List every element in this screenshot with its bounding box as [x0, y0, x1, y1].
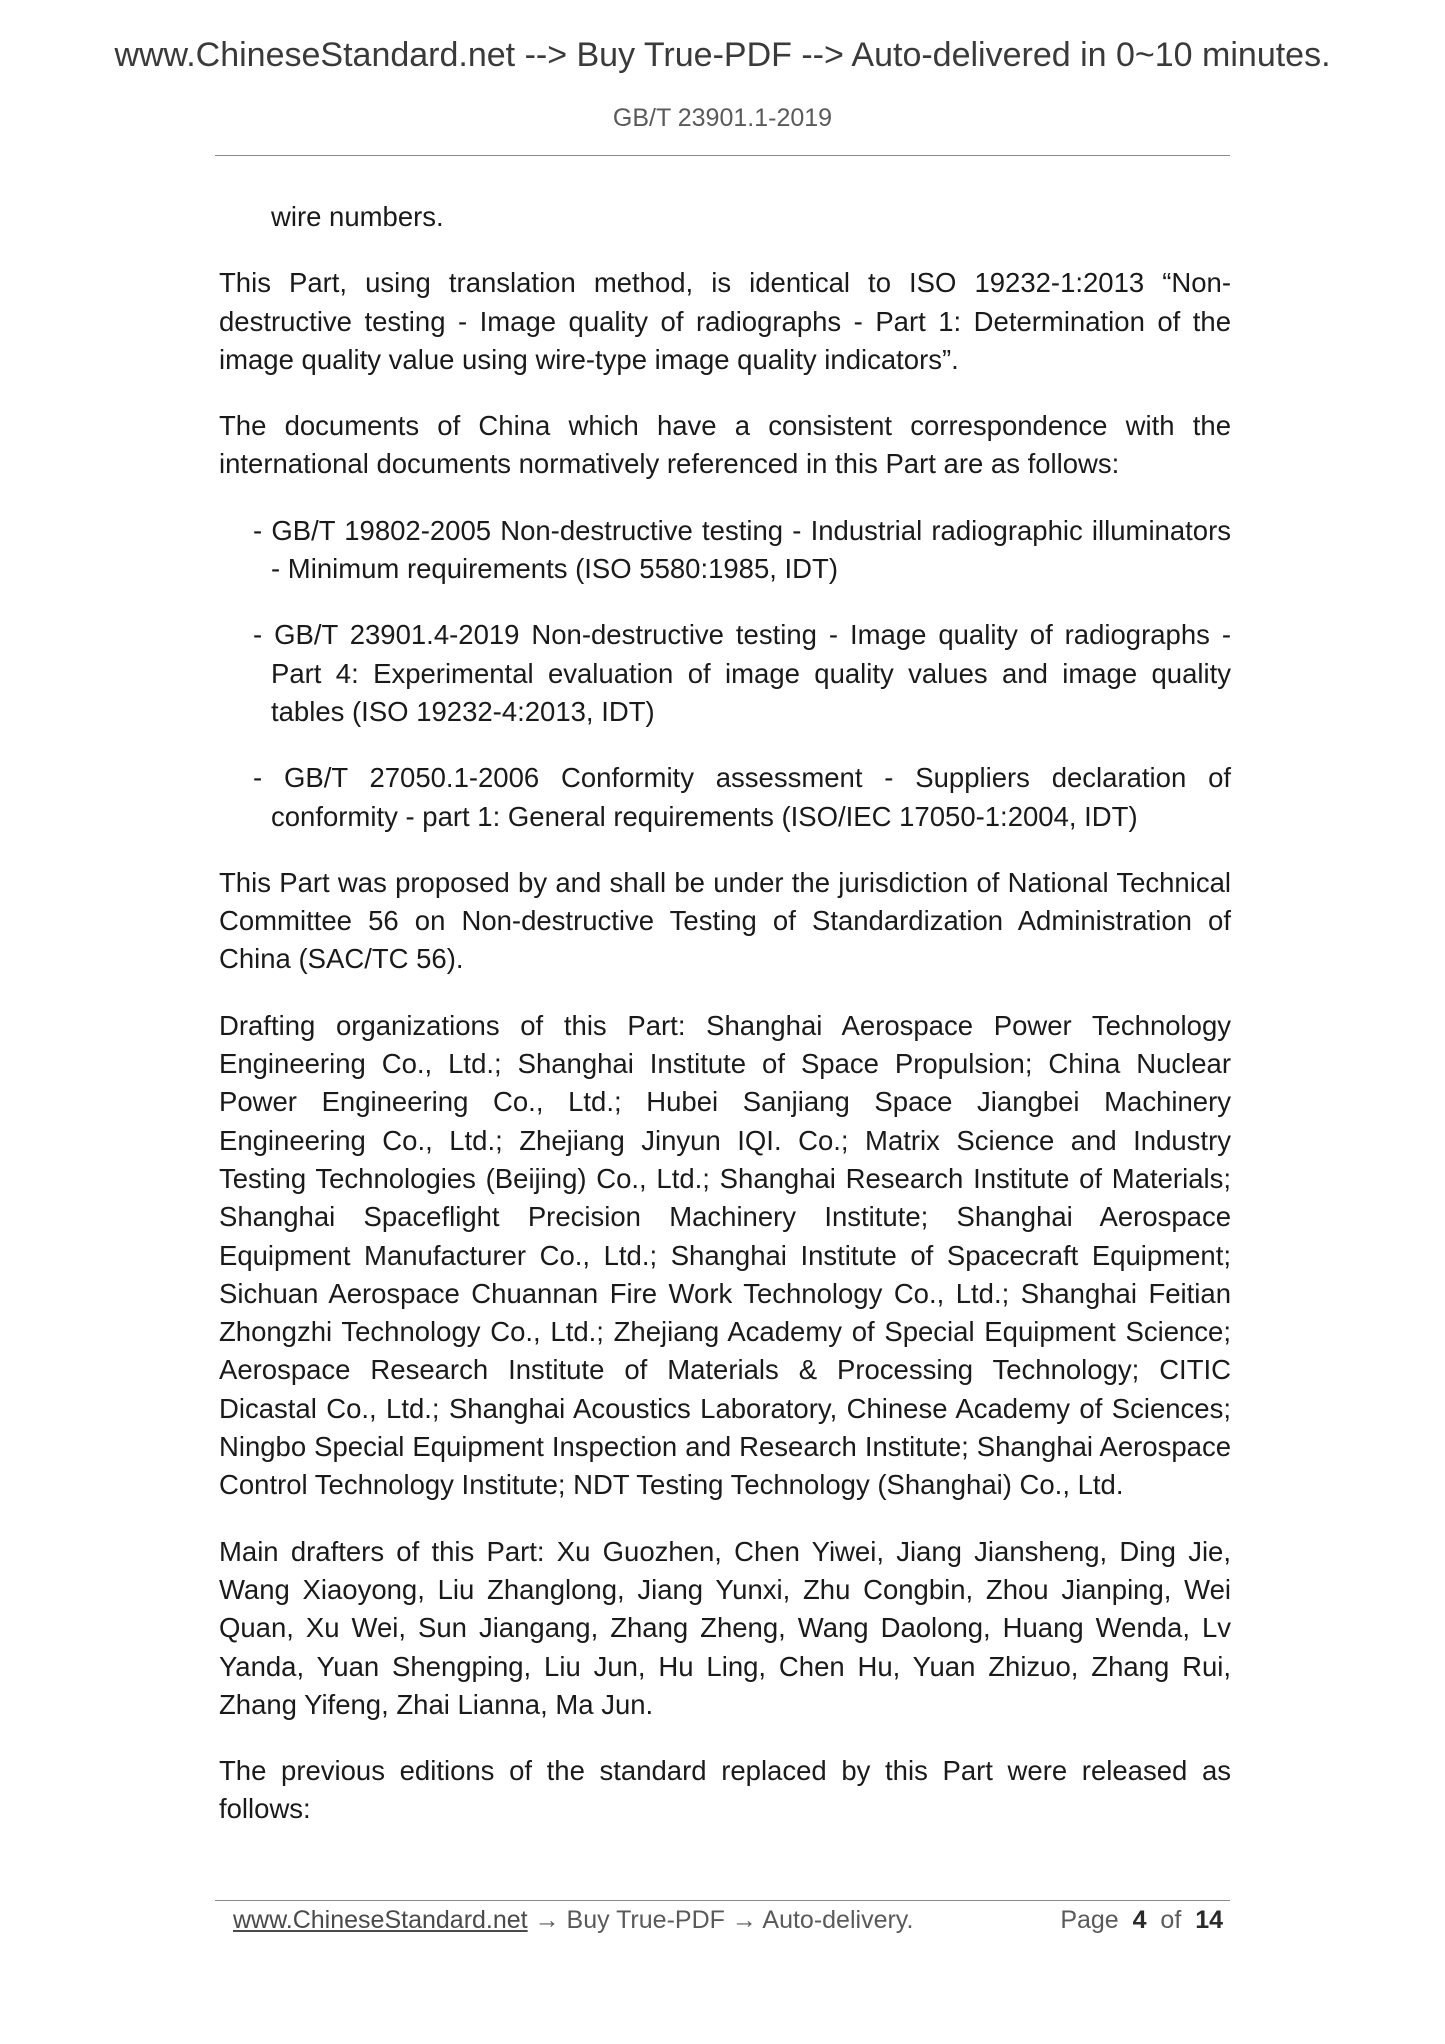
paragraph-references-intro: The documents of China which have a consistent correspondence with the international documents normatively referenced in this Part are as follows: [219, 410, 1231, 480]
continuation-text: wire numbers. [271, 201, 444, 232]
page-of-label: of [1160, 1906, 1182, 1934]
page-footer [233, 1906, 1223, 1935]
footer-site-link[interactable]: www.ChineseStandard.net [233, 1906, 528, 1934]
footer-tagline: → Buy True-PDF → Auto-delivery. [527, 1906, 914, 1934]
paragraph-identity: This Part, using translation method, is identical to ISO 19232-1:2013 “Non-destructive testing - Image quality of radiographs - Part 1: Determination of the image quality value using wire-type image quality indicators”. [219, 267, 1231, 375]
header-divider [215, 155, 1230, 156]
page-current: 4 [1132, 1906, 1147, 1934]
reference-list-item: - GB/T 19802-2005 Non-destructive testing - Industrial radiographic illuminators - Minimum requirements (ISO 5580:1985, IDT) [253, 514, 1231, 585]
reference-list-item: - GB/T 27050.1-2006 Conformity assessment - Suppliers declaration of conformity - part 1: General requirements (ISO/IEC 17050-1:2004, IDT) [253, 762, 1231, 832]
reference-list-item: - GB/T 23901.4-2019 Non-destructive testing - Image quality of radiographs - Part 4: Experimental evaluation of image quality values and image quality tables (ISO 19232-4:2013, IDT) [253, 619, 1231, 727]
page-label: Page [1060, 1906, 1119, 1934]
footer-divider [215, 1900, 1230, 1901]
page-total: 14 [1195, 1906, 1223, 1934]
paragraph-proposed-by: This Part was proposed by and shall be under the jurisdiction of National Technical Committee 56 on Non-destructive Testing of Standardization Administration of China (SAC/TC 56). [219, 866, 1231, 975]
paragraph-main-drafters: Main drafters of this Part: Xu Guozhen, Chen Yiwei, Jiang Jiansheng, Ding Jie, Wang Xiaoyong, Liu Zhanglong, Jiang Yunxi, Zhu Congbin, Zhou Jianping, Wei Quan, Xu Wei, Sun Jiangang, Zhang Zheng, Wang Daolong, Huang Wenda, Lv Yanda, Yuan Shengping, Liu Jun, Hu Ling, Chen Hu, Yuan Zhizuo, Zhang Rui, Zhang Yifeng, Zhai Lianna, Ma Jun. [219, 1535, 1231, 1720]
site-banner: www.ChineseStandard.net --> Buy True-PDF --> Auto-delivered in 0~10 minutes. [114, 36, 1331, 74]
page-body [219, 198, 1231, 1857]
paragraph-drafting-organizations: Drafting organizations of this Part: Shanghai Aerospace Power Technology Engineering Co., Ltd.; Shanghai Institute of Space Propulsion; China Nuclear Power Engineering Co., Ltd.; Hubei Sanjiang Space Jiangbei Machinery Engineering Co., Ltd.; Zhejiang Jinyun IQI. Co.; Matrix Science and Industry Testing Technologies (Beijing) Co., Ltd.; Shanghai Research Institute of Materials; Shanghai Spaceflight Precision Machinery Institute; Shanghai Aerospace Equipment Manufacturer Co., Ltd.; Shanghai Institute of Spacecraft Equipment; Sichuan Aerospace Chuannan Fire Work Technology Co., Ltd.; Shanghai Feitian Zhongzhi Technology Co., Ltd.; Zhejiang Academy of Special Equipment Science; Aerospace Research Institute of Materials & Processing Technology; CITIC Dicastal Co., Ltd.; Shanghai Acoustics Laboratory, Chinese Academy of Sciences; Ningbo Special Equipment Inspection and Research Institute; Shanghai Aerospace Control Technology Institute; NDT Testing Technology (Shanghai) Co., Ltd. [219, 1009, 1231, 1501]
page-number [1060, 1906, 1223, 1935]
document-id: GB/T 23901.1-2019 [612, 104, 833, 132]
paragraph-previous-editions: The previous editions of the standard replaced by this Part were released as follows: [219, 1755, 1231, 1825]
